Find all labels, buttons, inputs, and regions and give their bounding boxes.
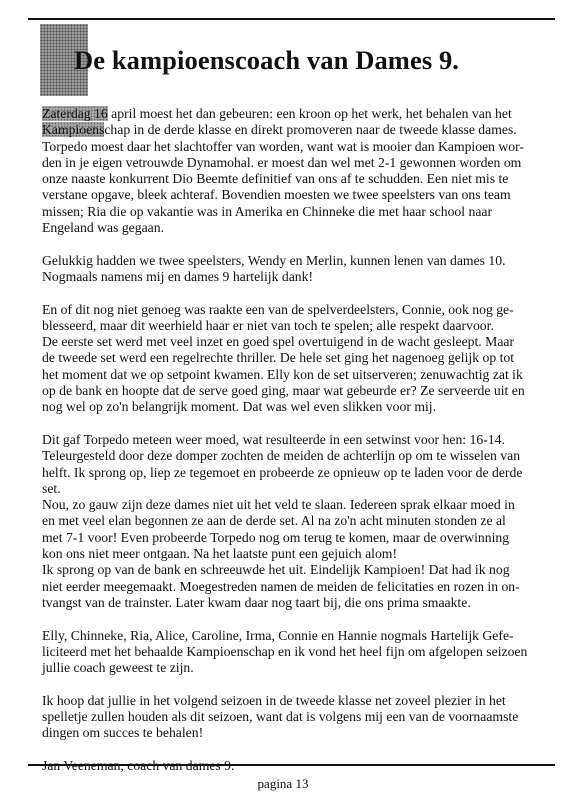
page-title: De kampioenscoach van Dames 9.	[74, 45, 460, 75]
text-line	[42, 562, 527, 578]
text-line	[42, 465, 527, 481]
text-segment: dingen om succes te behalen!	[42, 725, 204, 741]
text-segment: de tweede set werd een regelrechte thriller. De hele set ging het nagenoeg gelijk op tot	[42, 350, 515, 366]
text-segment: helft. Ik sprong op, liep ze tegemoet en probeerde ze opnieuw op te laden voor de derde	[42, 464, 523, 480]
text-line	[42, 530, 527, 546]
text-segment: Dit gaf Torpedo meteen weer moed, wat resulteerde in een setwinst voor hen: 16-14.	[42, 431, 505, 447]
paragraph	[42, 253, 527, 286]
text-line	[42, 139, 527, 155]
text-segment: verstane opgave, bleek achteraf. Bovendien moesten we twee speelsters van ons team	[42, 187, 511, 203]
text-segment: het moment dat we op setpoint kwamen. Elly kon de set uitserveren; zenuwachtig zat ik	[42, 366, 523, 382]
text-line	[42, 497, 527, 513]
text-segment: missen; Ria die op vakantie was in Amerika en Chinneke die met haar school naar	[42, 203, 493, 219]
text-segment: spelletje zullen houden als dit seizoen, want dat is volgens mij een van de voornaamste	[42, 708, 519, 724]
text-segment: Nou, zo gauw zijn deze dames niet uit het veld te slaan. Iedereen sprak elkaar moed in	[42, 497, 515, 513]
text-segment: Teleurgesteld door deze domper zochten de meiden de achterlijn op om te wisselen van	[42, 448, 521, 464]
text-line	[42, 269, 527, 285]
paragraph	[42, 758, 527, 774]
text-line	[42, 155, 527, 171]
paragraph	[42, 693, 527, 742]
text-segment: blesseerd, maar dit weerhield haar er niet van toch te spelen; alle respekt daarvoor.	[42, 317, 494, 333]
text-segment: De eerste set werd met veel inzet en goed spel overtuigend in de wacht gesleept. Maar	[42, 334, 515, 350]
text-line	[42, 334, 527, 350]
paragraph	[42, 432, 527, 611]
text-line	[42, 171, 527, 187]
text-segment: chap in de derde klasse en direkt promoveren naar de tweede klasse dames.	[104, 122, 517, 138]
text-segment: En of dit nog niet genoeg was raakte een van de spelverdeelsters, Connie, ook nog ge-	[42, 301, 514, 317]
text-line	[42, 546, 527, 562]
text-line	[42, 399, 527, 415]
paragraph	[42, 302, 527, 416]
text-line	[42, 187, 527, 203]
text-segment: onze naaste konkurrent Dio Beemte definitief van ons af te schudden. Een niet mis te	[42, 171, 509, 187]
text-segment: tvangst van de trainster. Later kwam daar nog taart bij, die ons prima smaakte.	[42, 594, 471, 610]
bottom-rule	[28, 764, 555, 766]
text-segment: Ik sprong op van de bank en schreeuwde het uit. Eindelijk Kampioen! Dat had ik nog	[42, 562, 510, 578]
text-line	[42, 432, 527, 448]
text-line	[42, 628, 527, 644]
text-line	[42, 448, 527, 464]
text-line	[42, 318, 527, 334]
text-segment: den in je eigen vetrouwde Dynamohal. er moest dan wel met 2-1 gewonnen worden om	[42, 154, 522, 170]
text-segment: Engeland was gegaan.	[42, 220, 164, 236]
text-segment: april moest het dan gebeuren: een kroon op het werk, het behalen van het	[107, 106, 512, 121]
text-line	[42, 709, 527, 725]
text-segment: Ik hoop dat jullie in het volgend seizoen in de tweede klasse net zoveel plezier in het	[42, 692, 506, 708]
highlighted-text: Zaterdag 16	[42, 106, 108, 121]
text-segment: Torpedo moest daar het slachtoffer van worden, want wat is mooier dan Kampioen wor-	[42, 138, 524, 154]
paragraph	[42, 628, 527, 677]
title-block	[40, 24, 540, 96]
highlighted-text: Kampioens	[42, 122, 105, 138]
text-line	[42, 513, 527, 529]
text-segment: op de bank en hoopte dat de serve goed ging, maar wat gebeurde er? Ze serveerde uit en	[42, 383, 525, 399]
text-segment: liciteerd met het behaalde Kampioenschap en ik vond het heel fijn om afgelopen seizoen	[42, 643, 528, 659]
text-line	[42, 122, 527, 138]
text-line	[42, 204, 527, 220]
text-line	[42, 253, 527, 269]
text-line	[42, 106, 527, 122]
text-segment: jullie coach geweest te zijn.	[42, 660, 194, 676]
paragraph	[42, 106, 527, 236]
text-line	[42, 481, 527, 497]
text-line	[42, 758, 527, 774]
article-body	[42, 106, 527, 790]
text-segment: kon ons niet meer ontgaan. Na het laatste punt een gejuich alom!	[42, 546, 397, 562]
text-segment: nog wel op zo'n belangrijk moment. Dat was wel even slikken voor mij.	[42, 399, 436, 415]
text-line	[42, 579, 527, 595]
text-segment: Elly, Chinneke, Ria, Alice, Caroline, Irma, Connie en Hannie nogmals Hartelijk Gefe-	[42, 627, 514, 643]
text-line	[42, 660, 527, 676]
text-line	[42, 693, 527, 709]
text-line	[42, 302, 527, 318]
text-line	[42, 367, 527, 383]
text-segment: met 7-1 voor! Even probeerde Torpedo nog om terug te komen, maar de overwinning	[42, 529, 510, 545]
text-segment: Gelukkig hadden we twee speelsters, Wendy en Merlin, kunnen lenen van dames 10.	[42, 252, 506, 268]
text-segment: niet eerder meegemaakt. Moegestreden namen de meiden de felicitaties en rozen in on-	[42, 578, 520, 594]
text-line	[42, 350, 527, 366]
page-number: pagina 13	[257, 776, 309, 791]
text-segment: Nogmaals namens mij en dames 9 hartelijk dank!	[42, 268, 314, 284]
text-line	[42, 725, 527, 741]
top-rule	[28, 18, 555, 20]
text-segment: en met veel elan begonnen ze aan de derde set. Al na zo'n acht minuten stonden ze al	[42, 513, 506, 529]
text-line	[42, 595, 527, 611]
text-line	[42, 383, 527, 399]
text-line	[42, 220, 527, 236]
text-segment: set.	[42, 480, 61, 496]
text-line	[42, 644, 527, 660]
